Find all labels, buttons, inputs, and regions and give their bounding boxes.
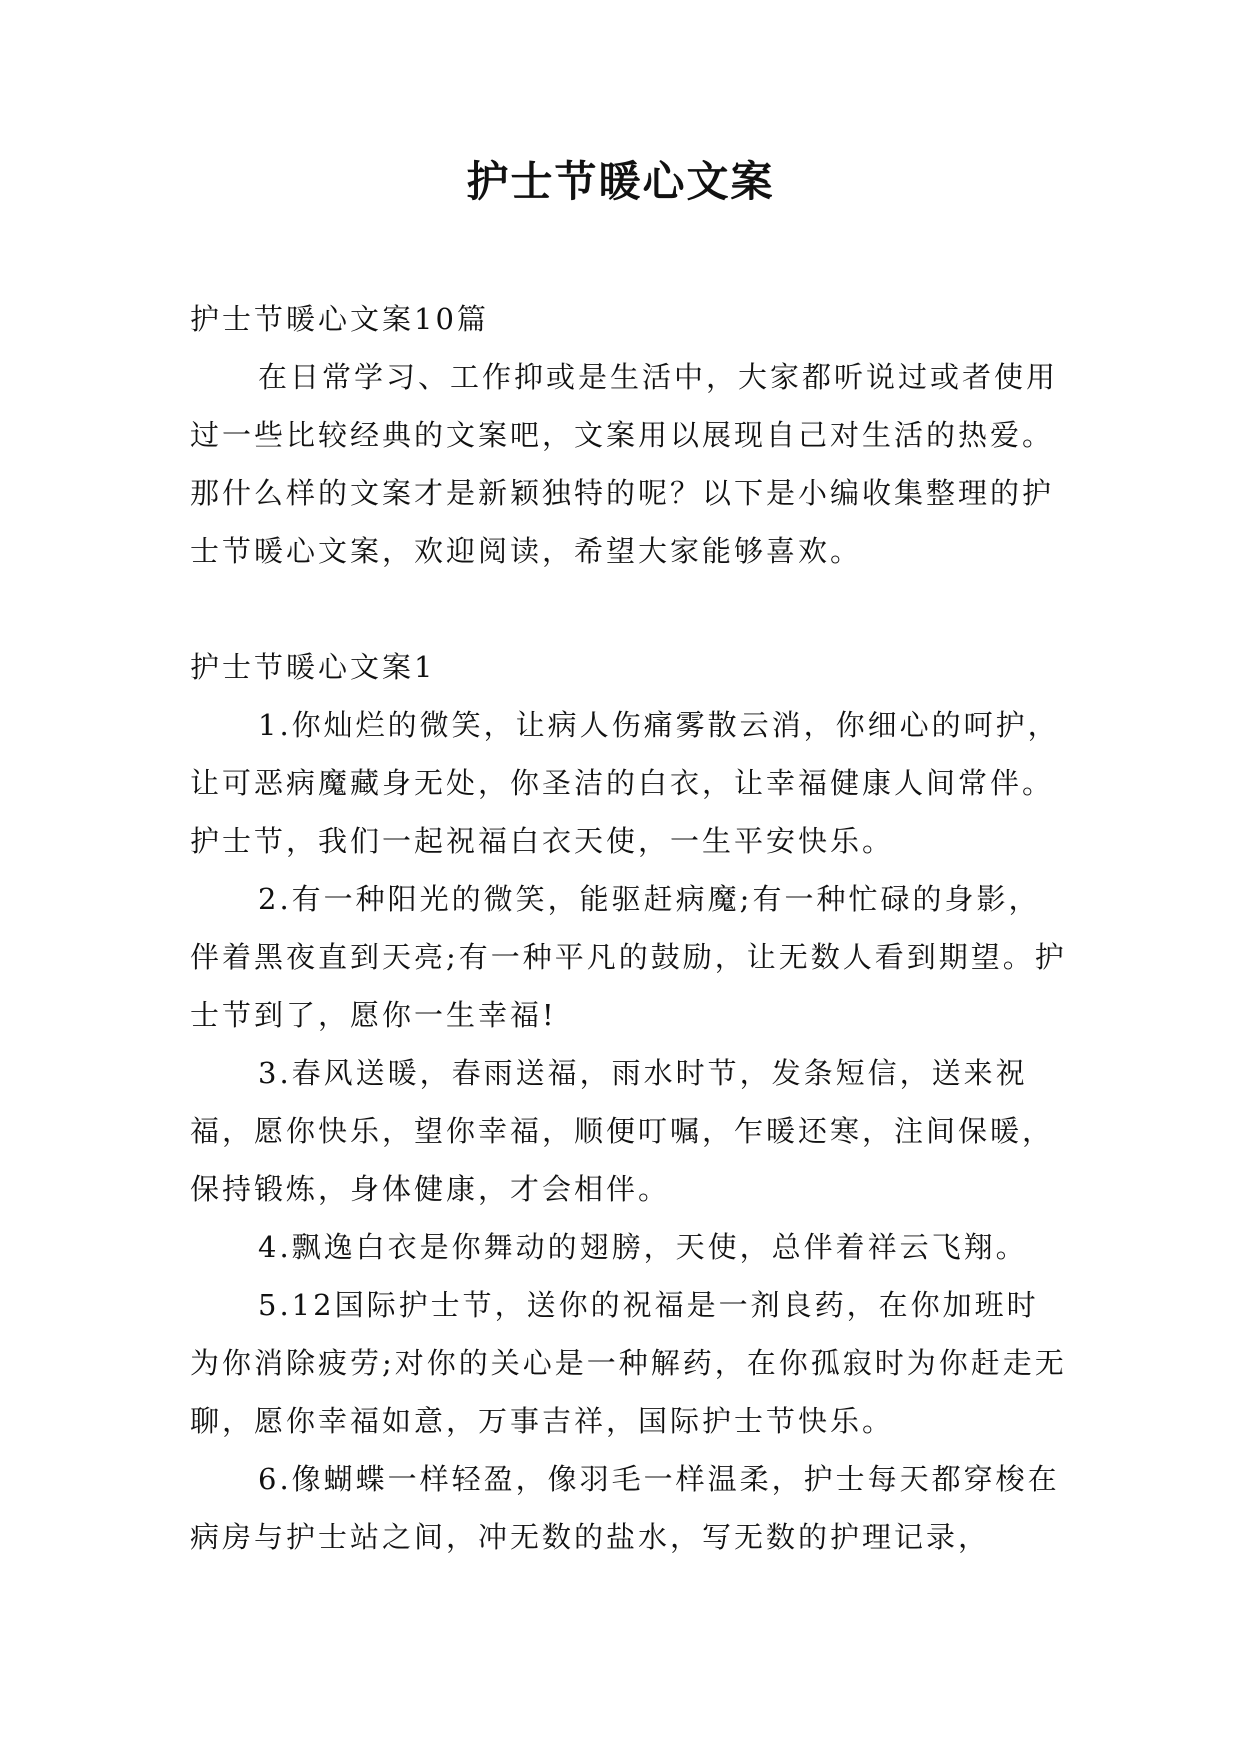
list-item: 4.飘逸白衣是你舞动的翅膀，天使，总伴着祥云飞翔。: [258, 1230, 1028, 1264]
paragraph-spacer: [190, 580, 1070, 638]
list-item: 5.12国际护士节，送你的祝福是一剂良药，在你加班时为你消除疲劳;对你的关心是一种解药，在你孤寂时为你赶走无聊，愿你幸福如意，万事吉祥，国际护士节快乐。: [190, 1288, 1067, 1438]
list-item: 1.你灿烂的微笑，让病人伤痛雾散云消，你细心的呵护，让可恶病魔藏身无处，你圣洁的白衣，让幸福健康人间常伴。护士节，我们一起祝福白衣天使，一生平安快乐。: [190, 708, 1060, 858]
section-heading: 护士节暖心文案1: [190, 650, 436, 684]
list-item: 3.春风送暖，春雨送福，雨水时节，发条短信，送来祝福，愿你快乐，望你幸福，顺便叮嘱，乍暖还寒，注间保暖，保持锻炼，身体健康，才会相伴。: [190, 1056, 1055, 1206]
list-item: 2.有一种阳光的微笑，能驱赶病魔;有一种忙碌的身影，伴着黑夜直到天亮;有一种平凡的鼓励，让无数人看到期望。护士节到了，愿你一生幸福!: [190, 882, 1067, 1032]
document-subtitle: 护士节暖心文案10篇: [190, 302, 489, 336]
list-item: 6.像蝴蝶一样轻盈，像羽毛一样温柔，护士每天都穿梭在病房与护士站之间，冲无数的盐水，写无数的护理记录，: [190, 1462, 1060, 1554]
document-body: [190, 290, 1070, 1566]
intro-paragraph: 在日常学习、工作抑或是生活中，大家都听说过或者使用过一些比较经典的文案吧，文案用以展现自己对生活的热爱。那什么样的文案才是新颖独特的呢？以下是小编收集整理的护士节暖心文案，欢迎阅读，希望大家能够喜欢。: [190, 360, 1059, 568]
document-title: 护士节暖心文案: [466, 157, 775, 206]
